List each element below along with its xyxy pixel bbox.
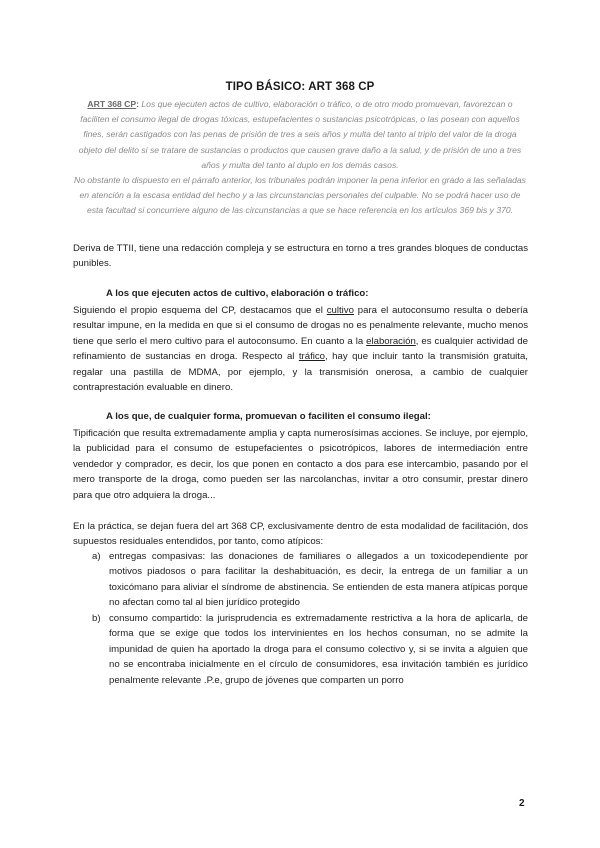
- quote-article-label: ART 368 CP: [87, 99, 137, 109]
- section-2-heading: A los que, de cualquier forma, promuevan o faciliten el consumo ilegal:: [106, 411, 431, 422]
- list-item: [92, 549, 528, 611]
- list-item: [92, 611, 528, 688]
- section-1-heading: A los que ejecuten actos de cultivo, elaboración o tráfico:: [106, 288, 369, 299]
- page-title: TIPO BÁSICO: ART 368 CP: [225, 81, 375, 93]
- section-1-text-b: para el autoconsumo resulta o debería resultar impune, en la medida en que si el consumo de drogas no es penalmente relevante, mucho menos tiene que serlo el mero cultivo para el autoconsumo. En cuanto a la: [73, 305, 528, 347]
- term-elaboracion: elaboración: [366, 335, 416, 347]
- section-1-text-a: Siguiendo el propio esquema del CP, destacamos que el: [73, 305, 327, 316]
- section-1-paragraph: [73, 303, 528, 395]
- practice-paragraph: En la práctica, se dejan fuera del art 368 CP, exclusivamente dentro de esta modalidad de facilitación, dos supuestos residuales entendidos, por tanto, como atípicos:: [73, 521, 528, 548]
- quote-colon: :: [136, 99, 139, 109]
- legal-quote: [72, 97, 528, 219]
- section-1-text-c: , es cualquier actividad de refinamiento de sustancias en droga. Respecto al: [73, 335, 528, 363]
- list-item-text: entregas compasivas: las donaciones de familiares o allegados a un toxicodependiente por motivos piadosos o para facilitar la deshabituación, es decir, la entrega de un familiar a un toxicómano para aliviar el síndrome de abstinencia. Se entienden de esta manera atípicas porque no afectan como tal al bien jurídico protegido: [109, 551, 528, 609]
- quote-paragraph-1: Los que ejecuten actos de cultivo, elaboración o tráfico, o de otro modo promuevan, favorezcan o faciliten el consumo ilegal de drogas tóxicas, estupefacientes o sustancias psicotrópicas, o las posean con aquellos fines, serán castigados con las penas de prisión de tres a seis años y multa del tanto al triplo del valor de la droga objeto del delito si se tratare de sustancias o productos que causen grave daño a la salud, y de prisión de uno a tres años y multa del tanto al duplo en los demás casos.: [78, 99, 522, 170]
- intro-paragraph: Deriva de TTII, tiene una redacción compleja y se estructura en torno a tres grandes bloques de conductas punibles.: [73, 243, 528, 270]
- section-1-text-d: , hay que incluir tanto la transmisión gratuita, regalar una pastilla de MDMA, por ejemplo, y la transmisión onerosa, a cambio de cualquier contraprestación evaluable en dinero.: [73, 351, 528, 394]
- section-2-paragraph: Tipificación que resulta extremadamente amplia y capta numerosísimas acciones. Se incluye, por ejemplo, la publicidad para el consumo de estupefacientes o psicotrópicos, labores de intermediación entre vendedor y comprador, es decir, los que ponen en contacto a dos para ese intercambio, pasando por el mero transporte de la droga, como pueden ser las narcolanchas, invitar a otro consumir, prestar dinero para que otro adquiera la droga...: [73, 428, 528, 501]
- term-cultivo: cultivo: [326, 305, 354, 316]
- list-marker: b): [92, 613, 101, 624]
- page-number: 2: [519, 798, 525, 809]
- list-item-text: consumo compartido: la jurisprudencia es extremadamente restrictiva a la hora de aplicarla, de forma que se exige que todos los intervinientes en los hechos consuman, no se admite la impunidad de quien ha aportado la droga para el consumo colectivo y, si se invita a alguien que no se encontraba inicialmente en el círculo de consumidores, esa invitación también es jurídico penalmente relevante .P.e, grupo de jóvenes que comparten un porro: [109, 613, 528, 686]
- list-marker: a): [92, 551, 101, 562]
- term-trafico: tráfico: [298, 351, 326, 363]
- quote-paragraph-2: No obstante lo dispuesto en el párrafo anterior, los tribunales podrán imponer la pena inferior en grado a las señaladas en atención a la escasa entidad del hecho y a las circunstancias personales del culpable. No se podrá hacer uso de esta facultad si concurriere alguno de las circunstancias a que se hace referencia en los artículos 369 bis y 370.: [74, 175, 526, 216]
